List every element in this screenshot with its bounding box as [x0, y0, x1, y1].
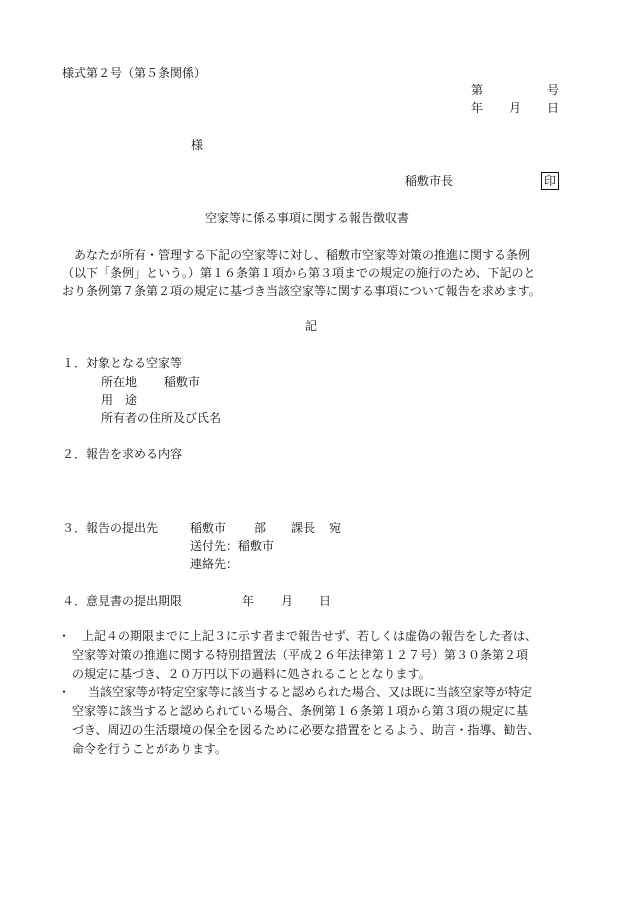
- body-line: おり条例第７条第２項の規定に基づき当該空家等に関する事項について報告を求めます。: [62, 284, 541, 298]
- bullet-mark: ・: [58, 629, 71, 643]
- note-line: づき、周辺の生活環境の保全を図るために必要な措置をとるよう、助言・指導、勧告、: [72, 723, 540, 737]
- note-line: 命令を行うことがあります。: [72, 742, 228, 756]
- sender-title: 稲敷市長: [405, 174, 454, 188]
- deadline-year: 年: [242, 594, 255, 608]
- section2-heading: ２．報告を求める内容: [62, 447, 183, 461]
- note-line: 空家等対策の推進に関する特別措置法（平成２６年法律第１２７号）第３０条第２項: [72, 648, 529, 662]
- body-paragraph: [62, 246, 572, 300]
- owner-label: 所有者の住所及び氏名: [101, 411, 222, 425]
- date-month: 月: [509, 101, 522, 115]
- form-label: 様式第２号（第５条関係）: [62, 66, 207, 80]
- document-title: 空家等に係る事項に関する報告徴収書: [205, 211, 410, 225]
- note-line: 当該空家等が特定空家等に該当すると認められた場合、又は既に当該空家等が特定: [88, 685, 533, 699]
- submit-city: 稲敷市: [190, 521, 227, 535]
- note-item: [58, 683, 582, 759]
- body-line: あなたが所有・管理する下記の空家等に対し、稲敷市空家等対策の推進に関する条例: [62, 248, 531, 262]
- seal-mark: 印: [541, 172, 559, 190]
- section4-heading: ４．意見書の提出期限: [62, 594, 183, 608]
- submit-dept: 部: [254, 521, 267, 535]
- section3-heading: ３．報告の提出先: [62, 521, 159, 535]
- ki-heading: 記: [305, 319, 318, 333]
- note-line: 上記４の期限までに上記３に示す者まで報告せず、若しくは虚偽の報告をした者は、: [82, 629, 538, 643]
- date-day: 日: [547, 101, 560, 115]
- doc-number-prefix: 第: [471, 83, 484, 97]
- submit-addressee: 宛: [329, 521, 342, 535]
- use-label: 用 途: [101, 393, 138, 407]
- deadline-day: 日: [319, 594, 332, 608]
- section1-heading: １．対象となる空家等: [62, 356, 183, 370]
- deadline-month: 月: [281, 594, 294, 608]
- recipient-suffix: 様: [191, 138, 204, 152]
- location-label: 所在地: [101, 375, 138, 389]
- contact: 連絡先：: [190, 557, 239, 571]
- body-line: （以下「条例」という。）第１６条第１項から第３項までの規定の施行のため、下記のと: [62, 266, 536, 280]
- note-line: 空家等に該当すると認められている場合、条例第１６条第１項から第３項の規定に基: [72, 704, 529, 718]
- bullet-mark: ・: [58, 685, 71, 699]
- doc-number-suffix: 号: [547, 83, 560, 97]
- submit-section: 課長: [291, 521, 316, 535]
- note-item: [58, 627, 582, 684]
- location-value: 稲敷市: [164, 375, 201, 389]
- send-to: 送付先：稲敷市: [190, 539, 275, 553]
- note-line: の規定に基づき、２０万円以下の過料に処されることとなります。: [72, 667, 431, 681]
- date-year: 年: [471, 101, 484, 115]
